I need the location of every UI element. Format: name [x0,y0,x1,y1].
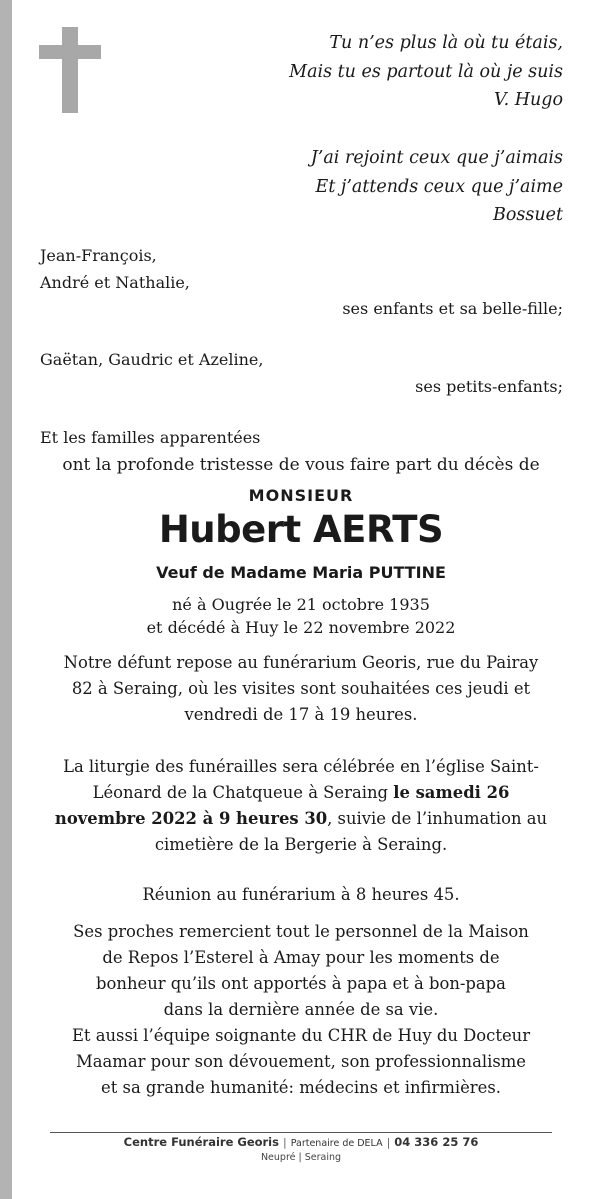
spouse-line: Veuf de Madame Maria PUTTINE [156,563,446,582]
visitation-line: 82 à Seraing, où les visites sont souhaitées ces jeudi et [71,679,531,698]
footer-separator: | [386,1136,391,1149]
cross-horizontal-bar [39,45,101,59]
funeral-line: cimetière de la Bergerie à Seraing. [154,835,448,854]
thanks-line: dans la dernière année de sa vie. [163,1000,439,1019]
meeting-line: Réunion au funérarium à 8 heures 45. [142,885,460,904]
quote-line: Et j’attends ceux que j’aime [315,176,563,197]
footer-locations: Neupré | Seraing [260,1152,342,1163]
death-line: et décédé à Huy le 22 novembre 2022 [146,618,456,637]
quote-bossuet [311,144,563,230]
deceased-name: Hubert AERTS [158,508,444,551]
funeral-text: Léonard de la Chatqueue à Seraing [92,783,394,802]
other-families: Et les familles apparentées [40,428,261,447]
phone-number: 04 336 25 76 [394,1135,479,1149]
thanks-paragraph [30,919,572,1101]
funeral-date-time: novembre 2022 à 9 heures 30 [54,809,328,828]
funeral-line: La liturgie des funérailles sera célébrée en l’église Saint- [63,757,539,776]
quote-line: J’ai rejoint ceux que j’aimais [310,148,563,168]
quote-line: Mais tu es partout là où je suis [289,61,563,82]
thanks-line: Maamar pour son dévouement, son professionnalisme [75,1052,527,1071]
thanks-line: Et aussi l’équipe soignante du CHR de Huy du Docteur [71,1026,531,1045]
children-names-2: André et Nathalie, [40,273,190,292]
visitation-line: Notre défunt repose au funérarium Georis, rue du Pairay [63,653,539,672]
funeral-text: , suivie de l’inhumation au [327,809,548,828]
grandchildren-names: Gaëtan, Gaudric et Azeline, [40,350,264,369]
thanks-line: de Repos l’Esterel à Amay pour les moments de [102,948,500,967]
funeral-home-name: Centre Funéraire Georis [123,1135,279,1149]
thanks-line: et sa grande humanité: médecins et infirmières. [101,1078,501,1097]
visitation-paragraph [30,650,572,728]
funeral-home-footer [50,1134,552,1152]
children-role: ses enfants et sa belle-fille; [342,299,563,318]
funeral-line [30,780,572,806]
funeral-paragraph [30,754,572,858]
left-border-bar [0,0,12,1199]
footer-separator: | [282,1136,287,1149]
birth-line: né à Ougrée le 21 octobre 1935 [172,595,430,614]
funeral-date: le samedi 26 [393,783,510,802]
thanks-line: bonheur qu’ils ont apportés à papa et à bon-papa [96,974,506,993]
footer-divider [50,1132,552,1133]
quote-line: Tu n’es plus là où tu étais, [329,33,563,53]
announcement-intro: ont la profonde tristesse de vous faire part du décès de [62,455,540,475]
cross-vertical-bar [62,27,78,113]
thanks-line: Ses proches remercient tout le personnel de la Maison [73,922,529,941]
quote-hugo [289,29,563,115]
partner-label: Partenaire de DELA [290,1138,383,1149]
deceased-title: MONSIEUR [248,486,354,505]
grandchildren-role: ses petits-enfants; [415,377,563,396]
children-names-1: Jean-François, [40,246,157,265]
quote-author: Bossuet [492,205,563,225]
funeral-line [30,806,572,832]
quote-author: V. Hugo [494,90,563,110]
visitation-line: vendredi de 17 à 19 heures. [184,705,418,724]
